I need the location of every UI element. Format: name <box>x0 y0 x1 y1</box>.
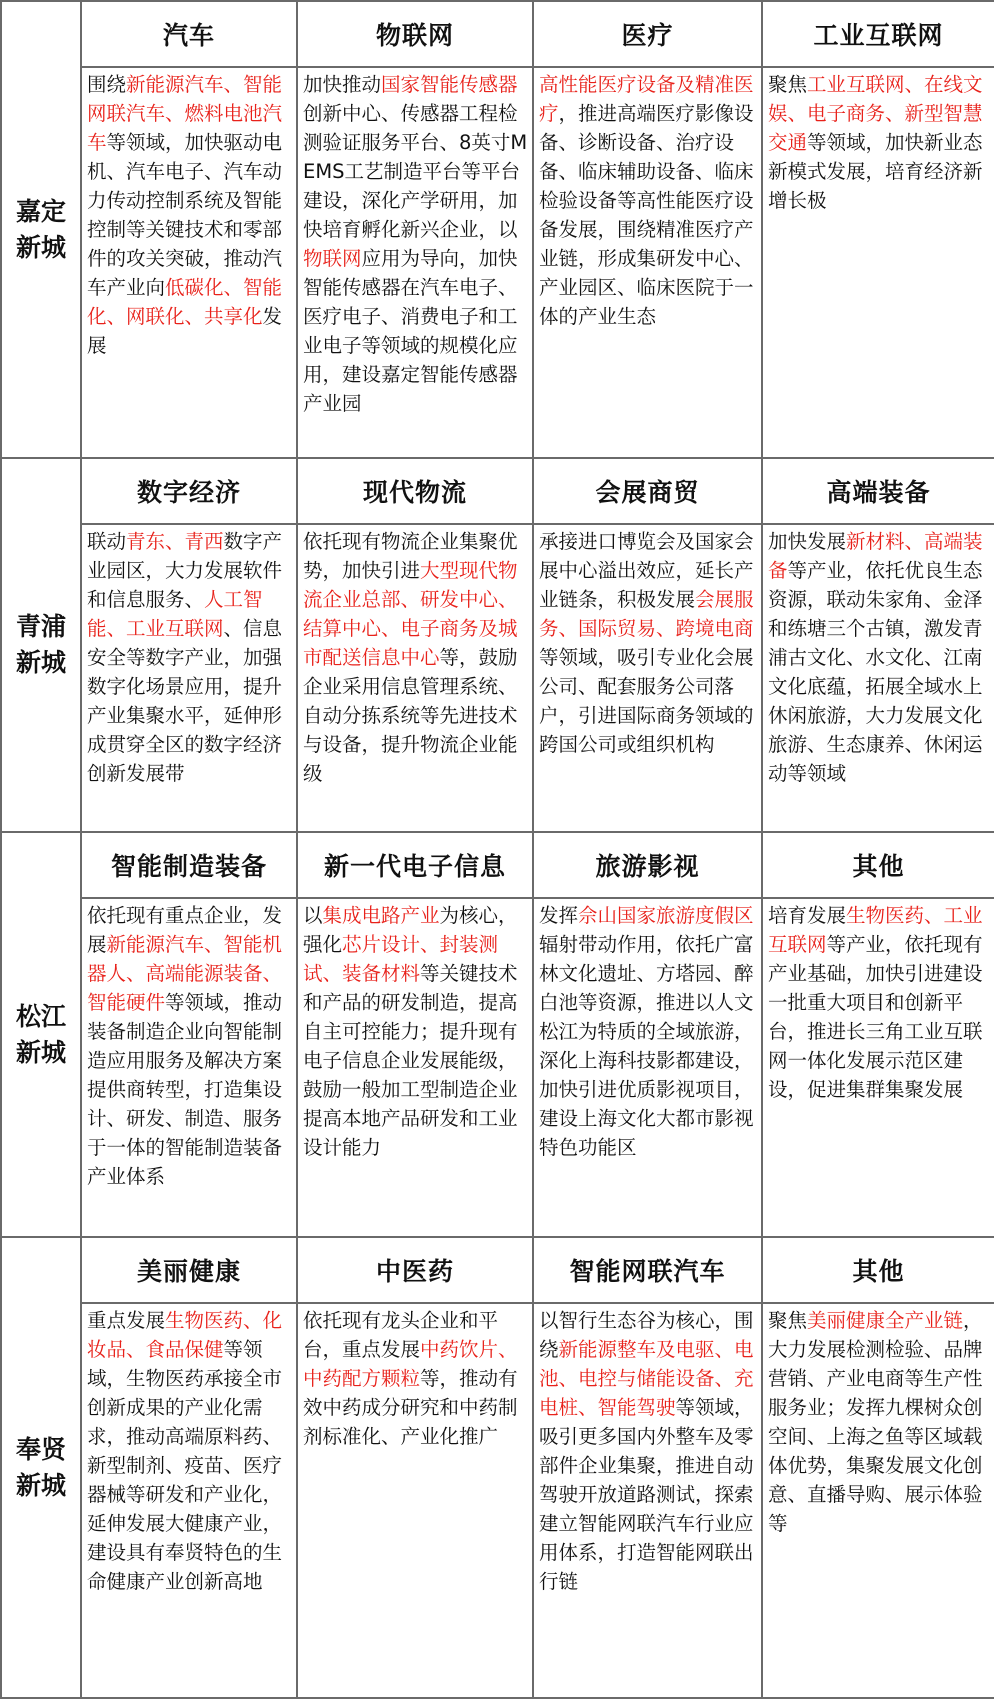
highlighted-text: 青东、青西 <box>126 530 224 553</box>
highlighted-text: 生物医药、化妆品、食品保健 <box>87 1309 283 1361</box>
description-text: 以 <box>303 904 323 927</box>
description-text: 发挥 <box>539 904 579 927</box>
description-text: 等关键技术和产品的研发制造，提高自主可控能力；提升现有电子信息企业发展能级，鼓励一般加工型制造企业提高本地产品研发和工业设计能力 <box>303 962 518 1159</box>
description-text: 等产业，依托优良生态资源，联动朱家角、金泽和练塘三个古镇，激发青浦古文化、水文化、江南文化底蕴，拓展全域水上休闲旅游，大力发展文化旅游、生态康养、休闲运动等领域 <box>768 559 983 785</box>
section-header-row <box>1 458 994 524</box>
description-text: 等领域，吸引专业化会展公司、配套服务公司落户，引进国际商务领域的跨国公司或组织机构 <box>539 646 754 756</box>
highlighted-text: 物联网 <box>303 247 362 270</box>
description-text: 应用为导向，加快智能传感器在汽车电子、医疗电子、消费电子和工业电子等领域的规模化应用，建设嘉定智能传感器产业园 <box>303 247 518 415</box>
description-text: 加快推动 <box>303 73 382 96</box>
region-name: 青浦 新城 <box>15 612 66 677</box>
section-body-row <box>1 524 994 832</box>
highlighted-text: 大型现代物流企业总部、研发中心、结算中心、电子商务及城市配送信息中心 <box>303 559 518 669</box>
highlighted-text: 生物医药、工业互联网 <box>768 904 983 956</box>
description-text: 等领域，吸引更多国内外整车及零部件企业集聚，推进自动驾驶开放道路测试，探索建立智能网联汽车行业应用体系，打造智能网联出行链 <box>539 1396 754 1593</box>
industry-description <box>297 67 533 458</box>
industry-heading: 智能制造装备 <box>81 832 297 898</box>
industry-heading: 中医药 <box>297 1237 533 1303</box>
description-text: 等，鼓励企业采用信息管理系统、自动分拣系统等先进技术与设备，提升物流企业能级 <box>303 646 518 785</box>
industry-description <box>762 898 994 1237</box>
highlighted-text: 会展服务、国际贸易、跨境电商 <box>539 588 754 640</box>
description-text: 创新中心、传感器工程检测验证服务平台、8英寸MEMS工艺制造平台等平台建设，深化产学研用，加快培育孵化新兴企业，以 <box>303 102 528 241</box>
region-label-cell <box>1 1237 81 1698</box>
highlighted-text: 新材料、高端装备 <box>768 530 983 582</box>
region-label-cell <box>1 458 81 832</box>
description-text: 为核心，强化 <box>303 904 518 956</box>
description-text: 依托现有重点企业，发展 <box>87 904 283 956</box>
description-text: 以智行生态谷为核心，围绕 <box>539 1309 754 1361</box>
highlighted-text: 国家智能传感器 <box>381 73 518 96</box>
industry-description <box>297 898 533 1237</box>
description-text: 围绕 <box>87 73 127 96</box>
industry-heading: 智能网联汽车 <box>533 1237 762 1303</box>
highlighted-text: 佘山国家旅游度假区 <box>578 904 754 927</box>
section-body-row <box>1 67 994 458</box>
highlighted-text: 美丽健康全产业链 <box>807 1309 964 1332</box>
description-text: 等领域，生物医药承接全市创新成果的产业化需求，推动高端原料药、新型制剂、疫苗、医疗器械等研发和产业化，延伸发展大健康产业，建设具有奉贤特色的生命健康产业创新高地 <box>87 1338 283 1593</box>
industry-heading: 旅游影视 <box>533 832 762 898</box>
description-text: 等领域，加快新业态新模式发展，培育经济新增长极 <box>768 131 983 212</box>
industry-heading: 工业互联网 <box>762 1 994 67</box>
description-text: 等，推动有效中药成分研究和中药制剂标准化、产业化推广 <box>303 1367 518 1448</box>
highlighted-text: 芯片设计、封装测试、装备材料 <box>303 933 499 985</box>
industry-description <box>81 524 297 832</box>
highlighted-text: 人工智能、工业互联网 <box>87 588 263 640</box>
highlighted-text: 工业互联网、在线文娱、电子商务、新型智慧交通 <box>768 73 983 154</box>
description-text: 等产业，依托现有产业基础，加快引进建设一批重大项目和创新平台，推进长三角工业互联网一体化发展示范区建设，促进集群集聚发展 <box>768 933 983 1101</box>
section-body-row <box>1 1303 994 1698</box>
section-header-row <box>1 1 994 67</box>
industry-description <box>297 1303 533 1698</box>
highlighted-text: 低碳化、智能化、网联化、共享化 <box>87 276 283 328</box>
industry-heading: 美丽健康 <box>81 1237 297 1303</box>
industry-description <box>81 1303 297 1698</box>
highlighted-text: 新能源汽车、智能机器人、高端能源装备、智能硬件 <box>87 933 283 1014</box>
industry-heading: 高端装备 <box>762 458 994 524</box>
industry-heading: 会展商贸 <box>533 458 762 524</box>
industry-heading: 新一代电子信息 <box>297 832 533 898</box>
description-text: 等领域，推动装备制造企业向智能制造应用服务及解决方案提供商转型，打造集设计、研发、制造、服务于一体的智能制造装备产业体系 <box>87 991 283 1188</box>
description-text: 加快发展 <box>768 530 847 553</box>
description-text: 发展 <box>87 305 283 357</box>
description-text: 聚焦 <box>768 1309 808 1332</box>
region-name: 嘉定 新城 <box>15 196 66 262</box>
description-text: 数字产业园区，大力发展软件和信息服务、 <box>87 530 283 611</box>
region-label-cell <box>1 1 81 458</box>
description-text: 聚焦 <box>768 73 808 96</box>
description-text: 重点发展 <box>87 1309 166 1332</box>
industry-description <box>81 67 297 458</box>
industry-description <box>762 67 994 458</box>
industry-heading: 现代物流 <box>297 458 533 524</box>
description-text: 、信息安全等数字产业，加强数字化场景应用，提升产业集聚水平，延伸形成贯穿全区的数字经济创新发展带 <box>87 617 283 785</box>
industry-heading: 物联网 <box>297 1 533 67</box>
industry-description <box>533 1303 762 1698</box>
region-name: 奉贤 新城 <box>15 1434 66 1500</box>
highlighted-text: 中药饮片、中药配方颗粒 <box>303 1338 518 1390</box>
industry-description <box>533 898 762 1237</box>
industry-description <box>762 1303 994 1698</box>
section-body-row <box>1 898 994 1237</box>
industry-description <box>297 524 533 832</box>
highlighted-text: 集成电路产业 <box>322 904 440 927</box>
industry-description <box>533 524 762 832</box>
region-name: 松江 新城 <box>15 1001 66 1067</box>
industry-heading: 汽车 <box>81 1 297 67</box>
highlighted-text: 新能源汽车、智能网联汽车、燃料电池汽车 <box>87 73 283 154</box>
industry-heading: 医疗 <box>533 1 762 67</box>
industry-heading: 数字经济 <box>81 458 297 524</box>
industry-heading: 其他 <box>762 832 994 898</box>
highlighted-text: 高性能医疗设备及精准医疗 <box>539 73 754 125</box>
description-text: 联动 <box>87 530 127 553</box>
description-text: 承接进口博览会及国家会展中心溢出效应，延长产业链条，积极发展 <box>539 530 754 611</box>
highlighted-text: 新能源整车及电驱、电池、电控与储能设备、充电桩、智能驾驶 <box>539 1338 754 1419</box>
industry-heading: 其他 <box>762 1237 994 1303</box>
description-text: ，推进高端医疗影像设备、诊断设备、治疗设备、临床辅助设备、临床检验设备等高性能医疗设备发展，围绕精准医疗产业链，形成集研发中心、产业园区、临床医院于一体的产业生态 <box>539 102 754 328</box>
region-label-cell <box>1 832 81 1237</box>
description-text: 等领域，加快驱动电机、汽车电子、汽车动力传动控制系统及智能控制等关键技术和零部件的攻关突破，推动汽车产业向 <box>87 131 283 299</box>
description-text: 辐射带动作用，依托广富林文化遗址、方塔园、醉白池等资源，推进以人文松江为特质的全域旅游，深化上海科技影都建设，加快引进优质影视项目，建设上海文化大都市影视特色功能区 <box>539 933 754 1159</box>
industry-description <box>81 898 297 1237</box>
section-header-row <box>1 832 994 898</box>
industry-description <box>533 67 762 458</box>
description-text: ，大力发展检测检验、品牌营销、产业电商等生产性服务业；发挥九棵树众创空间、上海之鱼等区域载体优势，集聚发展文化创意、直播导购、展示体验等 <box>768 1309 983 1535</box>
section-header-row <box>1 1237 994 1303</box>
description-text: 依托现有物流企业集聚优势，加快引进 <box>303 530 518 582</box>
description-text: 依托现有龙头企业和平台，重点发展 <box>303 1309 499 1361</box>
industry-description <box>762 524 994 832</box>
description-text: 培育发展 <box>768 904 847 927</box>
